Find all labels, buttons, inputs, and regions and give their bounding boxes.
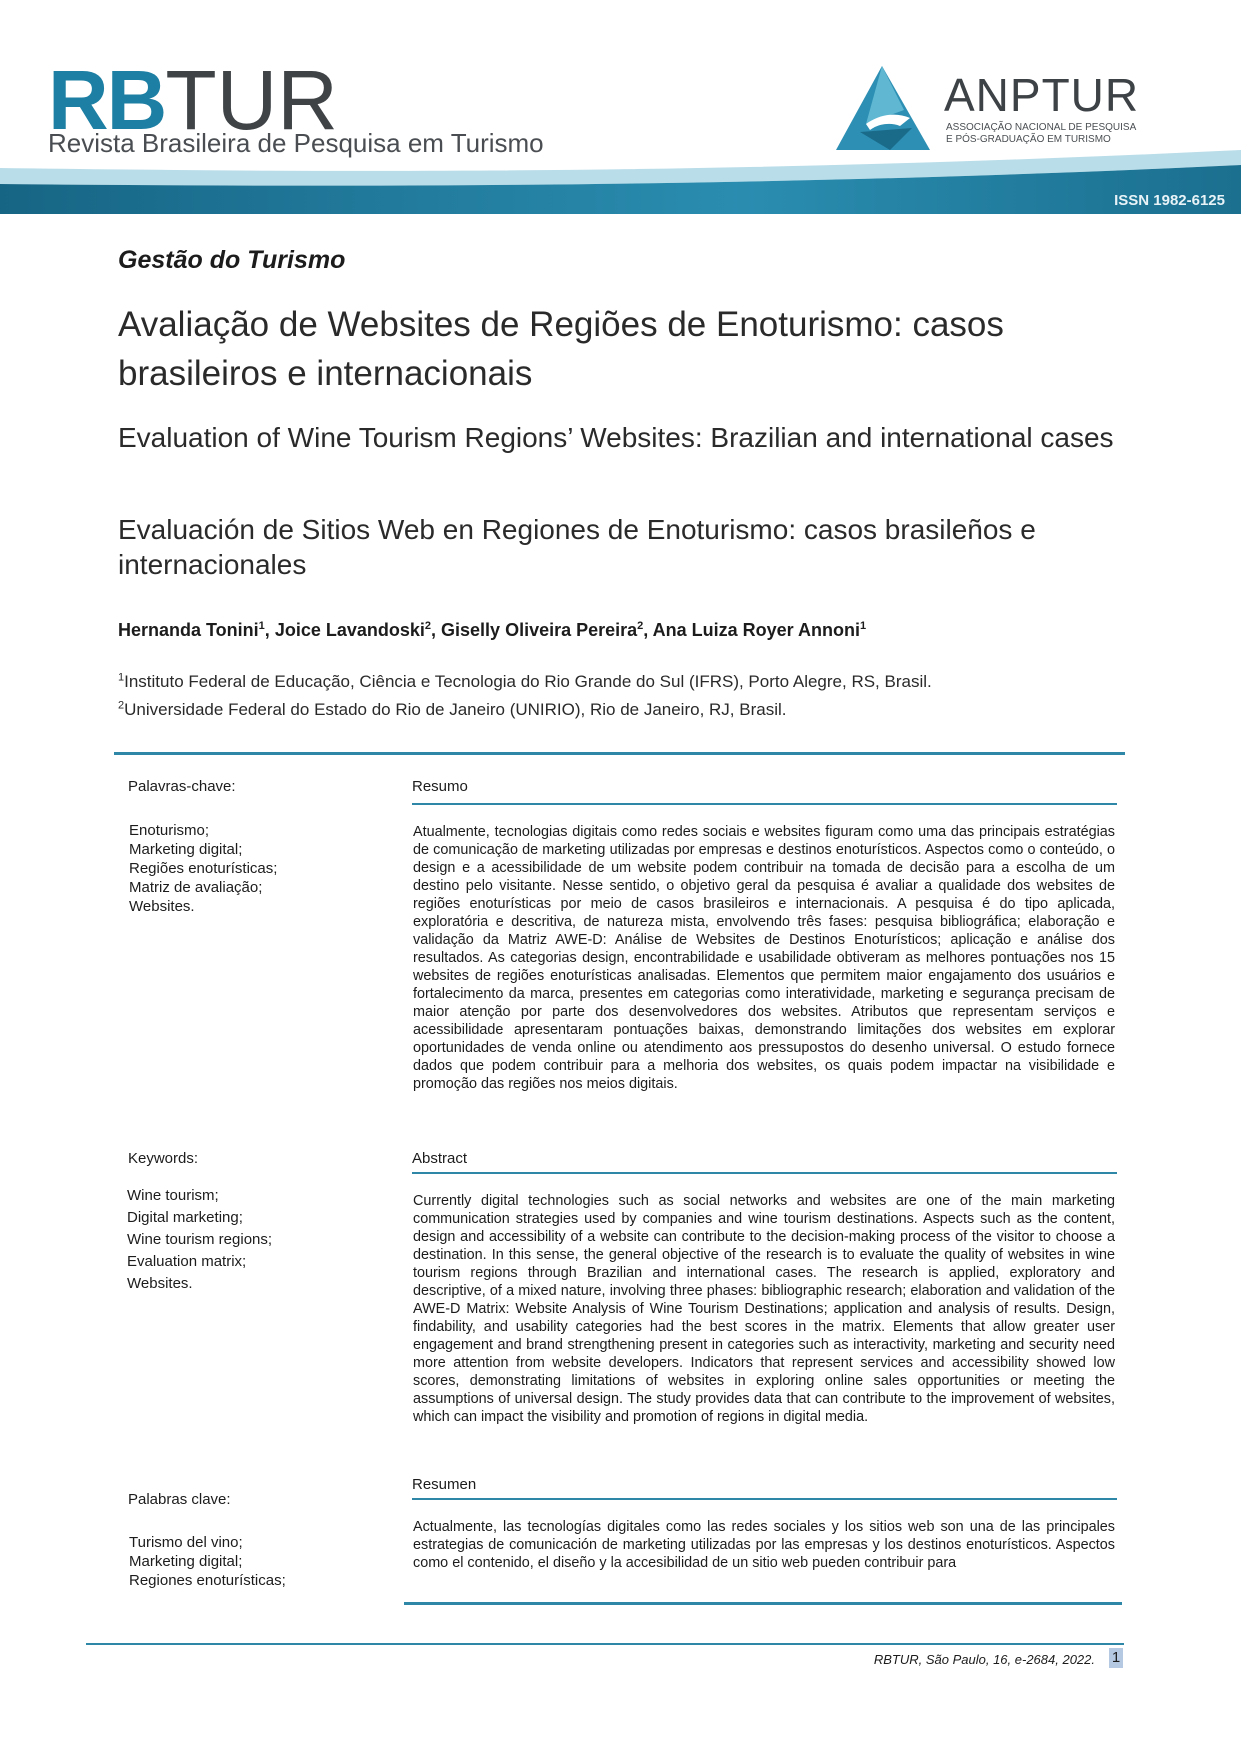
keywords-list-pt	[129, 821, 277, 916]
keywords-label-es: Palabras clave:	[128, 1491, 231, 1508]
association-subtitle	[946, 122, 1146, 146]
keyword-item: Matriz de avaliação;	[129, 879, 263, 896]
keyword-item: Wine tourism regions;	[127, 1231, 273, 1248]
resumen-text: Actualmente, las tecnologías digitales como las redes sociales y los sitios web son una de las principales estrategias de comunicación de marketing utilizadas por las empresas y los destinos enoturísticos. Aspectos como el contenido, el diseño y la accesibilidad de un sitio web pueden contribuir para	[413, 1519, 1115, 1571]
footer-citation: RBTUR, São Paulo, 16, e-2684, 2022.	[873, 1652, 1095, 1667]
title-portuguese: Avaliação de Websites de Regiões de Enoturismo: casos brasileiros e internacionais	[118, 305, 1004, 393]
keyword-item: Enoturismo;	[129, 822, 210, 839]
logo-tur-text: TUR	[165, 53, 338, 147]
abstract-heading: Abstract	[412, 1150, 468, 1167]
keyword-item: Marketing digital;	[129, 841, 243, 858]
keyword-item: Turismo del vino;	[129, 1534, 243, 1551]
affiliation-text: Universidade Federal do Estado do Rio de Janeiro (UNIRIO), Rio de Janeiro, RJ, Brasil.	[124, 700, 787, 719]
top-rule	[114, 752, 1125, 755]
keywords-list-en	[127, 1185, 272, 1295]
issn-label: ISSN 1982-6125	[1114, 192, 1225, 209]
affiliation-1	[118, 672, 932, 692]
resumen-heading: Resumen	[412, 1476, 477, 1493]
author-affiliation-mark: 1	[859, 620, 867, 632]
author-affiliation-mark: 2	[637, 620, 644, 632]
keyword-item: Evaluation matrix;	[127, 1253, 247, 1270]
affiliation-text: Instituto Federal de Educação, Ciência e Tecnologia do Rio Grande do Sul (IFRS), Porto Alegre, RS, Brasil.	[124, 672, 932, 691]
footer-rule	[86, 1643, 1124, 1645]
resumo-heading: Resumo	[412, 778, 468, 795]
keyword-item: Regiões enoturísticas;	[129, 860, 278, 877]
author-name: Hernanda Tonini	[118, 620, 259, 640]
anptur-logo-icon	[830, 62, 935, 157]
journal-header	[0, 0, 1241, 222]
journal-name: Revista Brasileira de Pesquisa em Turismo	[48, 128, 544, 158]
page-number: 1	[1109, 1648, 1123, 1668]
author-affiliation-mark: 2	[424, 620, 432, 632]
bottom-rule	[404, 1602, 1122, 1605]
association-subtitle-line1: ASSOCIAÇÃO NACIONAL DE PESQUISA	[946, 122, 1137, 133]
resumo-rule	[412, 803, 1117, 805]
author-list	[118, 620, 866, 641]
keyword-item: Wine tourism;	[127, 1187, 219, 1204]
affiliation-2	[118, 700, 786, 720]
author-separator: ,	[431, 620, 442, 640]
section-label: Gestão do Turismo	[118, 246, 346, 274]
keyword-item: Marketing digital;	[129, 1553, 243, 1570]
title-english: Evaluation of Wine Tourism Regions’ Websites: Brazilian and international cases	[118, 422, 1114, 453]
author-name: Ana Luiza Royer Annoni	[652, 620, 860, 640]
author-name: Joice Lavandoski	[274, 620, 425, 640]
keyword-item: Digital marketing;	[127, 1209, 243, 1226]
resumo-text: Atualmente, tecnologias digitais como redes sociais e websites figuram como uma das principais estratégias de comunicação de marketing utilizadas por empresas e destinos enoturísticos. Aspectos como o conteúdo, o design e a acessibilidade de um website podem contribuir na tomada de decisão para a escolha de um destino pelo visitante. Nesse sentido, o objetivo geral da pesquisa é avaliar a qualidade dos websites de regiões enoturísticas por meio de casos brasileiros e internacionais. A pesquisa é do tipo aplicada, exploratória e descritiva, de natureza mista, envolvendo três fases: pesquisa bibliográfica; elaboração e validação da Matriz AWE-D: Análise de Websites de Destinos Enoturísticos; aplicação e análise dos resultados. As categorias design, encontrabilidade e usabilidade obtiveram as melhores pontuações nos 15 websites de regiões enoturísticas analisadas. Elementos que permitem maior engajamento dos usuários e fortalecimento da marca, presentes em categorias como interatividade, marketing e segurança precisam de maior atenção por parte dos desenvolvedores dos websites. Atributos que representam serviços e acessibilidade apresentaram pontuações baixas, demonstrando limitações dos websites em explorar oportunidades de venda online ou atendimento aos pressupostos do desenho universal. O estudo fornece dados que podem contribuir para a melhoria dos websites, os quais podem impactar na visibilidade e promoção das regiões nos meios digitais.	[413, 824, 1115, 1092]
keywords-label-en: Keywords:	[128, 1150, 199, 1167]
keyword-item: Websites.	[127, 1275, 193, 1292]
author-affiliation-mark: 1	[258, 620, 265, 632]
abstract-text: Currently digital technologies such as social networks and websites are one of the main marketing communication strategies used by companies and wine tourism destinations. Aspects such as the content, design and accessibility of a website can contribute to the decision-making process of the visitor to choose a destination. In this sense, the general objective of the research is to evaluate the quality of websites in wine tourism regions through Brazilian and international cases. The research is applied, exploratory and descriptive, of a mixed nature, involving three phases: bibliographic research; elaboration and validation of the AWE-D Matrix: Website Analysis of Wine Tourism Destinations; application and analysis of results. Design, findability, and usability categories had the best scores in the matrix. Elements that allow greater user engagement and brand strengthening present in categories such as interactivity, marketing and security need more attention from website developers. Indicators that represent services and accessibility showed low scores, demonstrating limitations of websites in exploring online sales opportunities or meeting the assumptions of universal design. The study provides data that can contribute to the improvement of websites, which can impact the visibility and promotion of regions in digital media.	[413, 1193, 1115, 1425]
title-spanish: Evaluación de Sitios Web en Regiones de Enoturismo: casos brasileños e internacionales	[118, 514, 1036, 580]
affiliation-number: 2	[118, 699, 125, 712]
keywords-list-es	[129, 1533, 286, 1590]
author-name: Giselly Oliveira Pereira	[441, 620, 638, 640]
abstract-rule	[412, 1172, 1117, 1174]
association-name: ANPTUR	[944, 69, 1140, 121]
resumen-rule	[412, 1498, 1117, 1500]
keywords-label-pt: Palavras-chave:	[128, 778, 236, 795]
logo-rb-text: RB	[48, 53, 166, 147]
author-separator: ,	[643, 620, 653, 640]
affiliation-number: 1	[118, 671, 125, 684]
keyword-item: Regiones enoturísticas;	[129, 1572, 286, 1589]
association-subtitle-line2: E PÓS-GRADUAÇÃO EM TURISMO	[946, 134, 1111, 145]
author-separator: ,	[264, 620, 275, 640]
keyword-item: Websites.	[129, 898, 195, 915]
